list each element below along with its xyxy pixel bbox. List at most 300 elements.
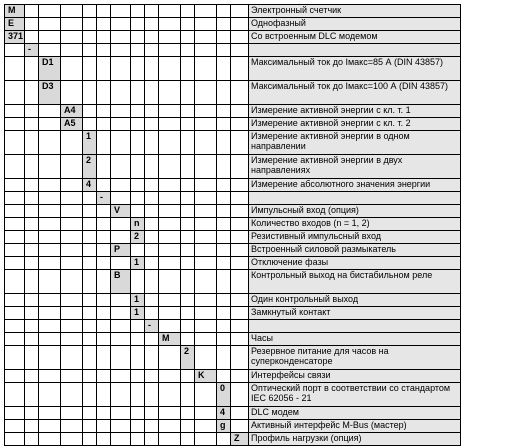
empty-cell	[97, 57, 111, 81]
empty-cell	[25, 420, 39, 433]
empty-cell	[97, 31, 111, 44]
empty-cell	[231, 81, 249, 105]
empty-cell	[181, 407, 195, 420]
empty-cell	[231, 370, 249, 383]
empty-cell	[231, 5, 249, 18]
empty-cell	[111, 18, 131, 31]
empty-cell	[195, 270, 217, 294]
empty-cell	[111, 192, 131, 205]
empty-cell	[97, 420, 111, 433]
empty-cell	[83, 257, 97, 270]
empty-cell	[5, 57, 25, 81]
empty-cell	[159, 257, 181, 270]
empty-cell	[61, 155, 83, 179]
empty-cell	[5, 44, 25, 57]
empty-cell	[131, 179, 145, 192]
empty-cell	[217, 257, 231, 270]
empty-cell	[131, 118, 145, 131]
empty-cell	[181, 155, 195, 179]
code-cell: P	[111, 244, 131, 257]
empty-cell	[39, 333, 61, 346]
description-cell: Встроенный силовой размыкатель	[249, 244, 461, 257]
empty-cell	[61, 307, 83, 320]
empty-cell	[159, 131, 181, 155]
empty-cell	[145, 257, 159, 270]
empty-cell	[39, 31, 61, 44]
empty-cell	[217, 205, 231, 218]
table-row	[5, 179, 461, 192]
empty-cell	[159, 155, 181, 179]
table-row	[5, 118, 461, 131]
table-row	[5, 18, 461, 31]
empty-cell	[5, 155, 25, 179]
description-cell: Интерфейсы связи	[249, 370, 461, 383]
empty-cell	[111, 420, 131, 433]
empty-cell	[97, 320, 111, 333]
empty-cell	[181, 294, 195, 307]
empty-cell	[39, 270, 61, 294]
empty-cell	[111, 57, 131, 81]
description-cell: Измерение активной энергии в одном направлении	[249, 131, 461, 155]
empty-cell	[159, 81, 181, 105]
empty-cell	[83, 31, 97, 44]
empty-cell	[145, 57, 159, 81]
empty-cell	[231, 131, 249, 155]
description-cell: Активный интерфейс M-Bus (мастер)	[249, 420, 461, 433]
empty-cell	[217, 18, 231, 31]
empty-cell	[61, 205, 83, 218]
empty-cell	[181, 333, 195, 346]
empty-cell	[97, 18, 111, 31]
empty-cell	[145, 407, 159, 420]
order-code-table-wrapper	[4, 4, 461, 446]
code-cell: 0	[217, 383, 231, 407]
table-row	[5, 5, 461, 18]
empty-cell	[83, 105, 97, 118]
empty-cell	[39, 44, 61, 57]
empty-cell	[231, 420, 249, 433]
description-cell: Часы	[249, 333, 461, 346]
empty-cell	[39, 257, 61, 270]
empty-cell	[97, 270, 111, 294]
empty-cell	[111, 320, 131, 333]
empty-cell	[231, 270, 249, 294]
empty-cell	[5, 257, 25, 270]
table-row	[5, 257, 461, 270]
empty-cell	[131, 370, 145, 383]
empty-cell	[61, 218, 83, 231]
description-cell: Резистивный импульсный вход	[249, 231, 461, 244]
empty-cell	[61, 383, 83, 407]
empty-cell	[195, 333, 217, 346]
code-cell: A4	[61, 105, 83, 118]
table-row	[5, 420, 461, 433]
empty-cell	[159, 244, 181, 257]
empty-cell	[159, 383, 181, 407]
empty-cell	[131, 333, 145, 346]
empty-cell	[39, 383, 61, 407]
empty-cell	[217, 57, 231, 81]
empty-cell	[217, 333, 231, 346]
empty-cell	[195, 31, 217, 44]
table-row	[5, 383, 461, 407]
table-row	[5, 31, 461, 44]
description-cell: Контрольный выход на бистабильном реле	[249, 270, 461, 294]
empty-cell	[111, 407, 131, 420]
table-row	[5, 231, 461, 244]
empty-cell	[159, 118, 181, 131]
empty-cell	[5, 346, 25, 370]
empty-cell	[39, 18, 61, 31]
empty-cell	[39, 105, 61, 118]
empty-cell	[5, 244, 25, 257]
empty-cell	[5, 118, 25, 131]
empty-cell	[131, 433, 145, 446]
description-cell: Резервное питание для часов на суперконденсаторе	[249, 346, 461, 370]
empty-cell	[61, 257, 83, 270]
empty-cell	[195, 433, 217, 446]
empty-cell	[181, 44, 195, 57]
table-row	[5, 370, 461, 383]
empty-cell	[145, 205, 159, 218]
description-cell	[249, 44, 461, 57]
empty-cell	[5, 407, 25, 420]
empty-cell	[145, 218, 159, 231]
description-cell: Максимальный ток до Iмакс=100 А (DIN 43857)	[249, 81, 461, 105]
description-cell: Один контрольный выход	[249, 294, 461, 307]
empty-cell	[25, 205, 39, 218]
empty-cell	[217, 346, 231, 370]
empty-cell	[111, 131, 131, 155]
empty-cell	[83, 370, 97, 383]
empty-cell	[181, 270, 195, 294]
empty-cell	[231, 105, 249, 118]
empty-cell	[5, 81, 25, 105]
empty-cell	[61, 81, 83, 105]
empty-cell	[25, 18, 39, 31]
empty-cell	[97, 105, 111, 118]
code-cell: 4	[83, 179, 97, 192]
empty-cell	[181, 118, 195, 131]
empty-cell	[25, 270, 39, 294]
empty-cell	[181, 192, 195, 205]
empty-cell	[39, 407, 61, 420]
empty-cell	[145, 333, 159, 346]
empty-cell	[181, 81, 195, 105]
empty-cell	[111, 5, 131, 18]
empty-cell	[25, 118, 39, 131]
empty-cell	[97, 333, 111, 346]
empty-cell	[25, 257, 39, 270]
code-cell: -	[25, 44, 39, 57]
empty-cell	[231, 257, 249, 270]
empty-cell	[145, 81, 159, 105]
empty-cell	[181, 5, 195, 18]
empty-cell	[217, 5, 231, 18]
empty-cell	[61, 5, 83, 18]
empty-cell	[5, 320, 25, 333]
empty-cell	[217, 31, 231, 44]
empty-cell	[181, 257, 195, 270]
empty-cell	[39, 433, 61, 446]
empty-cell	[217, 192, 231, 205]
empty-cell	[111, 346, 131, 370]
empty-cell	[159, 433, 181, 446]
empty-cell	[25, 105, 39, 118]
empty-cell	[97, 205, 111, 218]
empty-cell	[217, 105, 231, 118]
empty-cell	[217, 244, 231, 257]
empty-cell	[5, 179, 25, 192]
empty-cell	[195, 5, 217, 18]
empty-cell	[111, 218, 131, 231]
table-row	[5, 155, 461, 179]
empty-cell	[159, 31, 181, 44]
empty-cell	[231, 407, 249, 420]
empty-cell	[25, 307, 39, 320]
empty-cell	[39, 179, 61, 192]
empty-cell	[195, 218, 217, 231]
empty-cell	[145, 31, 159, 44]
code-cell: -	[97, 192, 111, 205]
empty-cell	[97, 44, 111, 57]
empty-cell	[83, 192, 97, 205]
empty-cell	[25, 433, 39, 446]
empty-cell	[111, 155, 131, 179]
empty-cell	[231, 383, 249, 407]
empty-cell	[181, 179, 195, 192]
empty-cell	[39, 192, 61, 205]
empty-cell	[195, 420, 217, 433]
empty-cell	[25, 333, 39, 346]
description-cell: Со встроенным DLC модемом	[249, 31, 461, 44]
empty-cell	[231, 231, 249, 244]
empty-cell	[83, 218, 97, 231]
empty-cell	[83, 244, 97, 257]
empty-cell	[145, 179, 159, 192]
empty-cell	[83, 433, 97, 446]
empty-cell	[97, 370, 111, 383]
empty-cell	[195, 320, 217, 333]
empty-cell	[159, 5, 181, 18]
empty-cell	[181, 131, 195, 155]
order-code-table	[4, 4, 461, 446]
empty-cell	[131, 420, 145, 433]
empty-cell	[217, 44, 231, 57]
empty-cell	[61, 231, 83, 244]
empty-cell	[181, 383, 195, 407]
empty-cell	[83, 270, 97, 294]
empty-cell	[217, 131, 231, 155]
empty-cell	[217, 370, 231, 383]
empty-cell	[25, 192, 39, 205]
description-cell: Замкнутый контакт	[249, 307, 461, 320]
empty-cell	[195, 81, 217, 105]
empty-cell	[145, 433, 159, 446]
description-cell: Измерение абсолютного значения энергии	[249, 179, 461, 192]
empty-cell	[217, 307, 231, 320]
empty-cell	[25, 346, 39, 370]
empty-cell	[231, 179, 249, 192]
empty-cell	[159, 44, 181, 57]
empty-cell	[111, 44, 131, 57]
empty-cell	[131, 383, 145, 407]
empty-cell	[131, 105, 145, 118]
empty-cell	[83, 294, 97, 307]
description-cell: Электронный счетчик	[249, 5, 461, 18]
empty-cell	[231, 307, 249, 320]
empty-cell	[181, 433, 195, 446]
code-cell: 2	[83, 155, 97, 179]
empty-cell	[159, 294, 181, 307]
empty-cell	[195, 244, 217, 257]
empty-cell	[83, 205, 97, 218]
empty-cell	[39, 420, 61, 433]
empty-cell	[131, 81, 145, 105]
empty-cell	[97, 231, 111, 244]
empty-cell	[5, 205, 25, 218]
table-row	[5, 433, 461, 446]
empty-cell	[145, 383, 159, 407]
empty-cell	[25, 370, 39, 383]
description-cell: Однофазный	[249, 18, 461, 31]
empty-cell	[181, 205, 195, 218]
table-row	[5, 105, 461, 118]
empty-cell	[61, 320, 83, 333]
empty-cell	[131, 346, 145, 370]
empty-cell	[5, 192, 25, 205]
empty-cell	[131, 270, 145, 294]
empty-cell	[39, 118, 61, 131]
empty-cell	[61, 420, 83, 433]
empty-cell	[39, 346, 61, 370]
empty-cell	[39, 294, 61, 307]
empty-cell	[231, 44, 249, 57]
empty-cell	[131, 205, 145, 218]
table-row	[5, 57, 461, 81]
empty-cell	[5, 231, 25, 244]
table-row	[5, 44, 461, 57]
empty-cell	[159, 218, 181, 231]
empty-cell	[159, 346, 181, 370]
table-row	[5, 244, 461, 257]
empty-cell	[159, 192, 181, 205]
empty-cell	[61, 18, 83, 31]
empty-cell	[25, 407, 39, 420]
empty-cell	[181, 18, 195, 31]
empty-cell	[145, 270, 159, 294]
empty-cell	[61, 270, 83, 294]
code-cell: 1	[131, 257, 145, 270]
empty-cell	[145, 131, 159, 155]
empty-cell	[195, 155, 217, 179]
empty-cell	[159, 420, 181, 433]
empty-cell	[195, 179, 217, 192]
empty-cell	[111, 333, 131, 346]
empty-cell	[5, 420, 25, 433]
empty-cell	[83, 420, 97, 433]
empty-cell	[83, 18, 97, 31]
empty-cell	[145, 5, 159, 18]
empty-cell	[5, 433, 25, 446]
empty-cell	[231, 18, 249, 31]
empty-cell	[83, 57, 97, 81]
empty-cell	[231, 118, 249, 131]
empty-cell	[111, 105, 131, 118]
empty-cell	[195, 257, 217, 270]
empty-cell	[159, 370, 181, 383]
empty-cell	[25, 244, 39, 257]
empty-cell	[231, 333, 249, 346]
table-row	[5, 333, 461, 346]
empty-cell	[39, 218, 61, 231]
code-cell: 1	[131, 294, 145, 307]
empty-cell	[195, 192, 217, 205]
empty-cell	[111, 81, 131, 105]
empty-cell	[25, 231, 39, 244]
empty-cell	[97, 307, 111, 320]
empty-cell	[25, 320, 39, 333]
table-row	[5, 407, 461, 420]
empty-cell	[97, 131, 111, 155]
empty-cell	[5, 383, 25, 407]
empty-cell	[97, 407, 111, 420]
description-cell: Импульсный вход (опция)	[249, 205, 461, 218]
empty-cell	[145, 420, 159, 433]
code-cell: -	[145, 320, 159, 333]
empty-cell	[111, 257, 131, 270]
empty-cell	[97, 244, 111, 257]
empty-cell	[217, 218, 231, 231]
table-row	[5, 346, 461, 370]
empty-cell	[195, 131, 217, 155]
empty-cell	[217, 155, 231, 179]
empty-cell	[97, 433, 111, 446]
empty-cell	[97, 294, 111, 307]
empty-cell	[5, 131, 25, 155]
empty-cell	[83, 407, 97, 420]
empty-cell	[25, 218, 39, 231]
empty-cell	[97, 383, 111, 407]
empty-cell	[231, 218, 249, 231]
table-row	[5, 307, 461, 320]
empty-cell	[181, 420, 195, 433]
empty-cell	[131, 244, 145, 257]
empty-cell	[131, 44, 145, 57]
empty-cell	[61, 192, 83, 205]
empty-cell	[39, 205, 61, 218]
empty-cell	[217, 294, 231, 307]
table-row	[5, 294, 461, 307]
empty-cell	[145, 231, 159, 244]
empty-cell	[83, 320, 97, 333]
empty-cell	[25, 5, 39, 18]
empty-cell	[159, 105, 181, 118]
description-cell	[249, 320, 461, 333]
empty-cell	[145, 370, 159, 383]
empty-cell	[5, 333, 25, 346]
empty-cell	[195, 118, 217, 131]
empty-cell	[231, 294, 249, 307]
description-cell: Измерение активной энергии с кл. т. 2	[249, 118, 461, 131]
empty-cell	[217, 231, 231, 244]
description-cell: Максимальный ток до Iмакс=85 А (DIN 43857)	[249, 57, 461, 81]
description-cell: Профиль нагрузки (опция)	[249, 433, 461, 446]
empty-cell	[111, 433, 131, 446]
empty-cell	[195, 18, 217, 31]
empty-cell	[97, 218, 111, 231]
empty-cell	[61, 370, 83, 383]
